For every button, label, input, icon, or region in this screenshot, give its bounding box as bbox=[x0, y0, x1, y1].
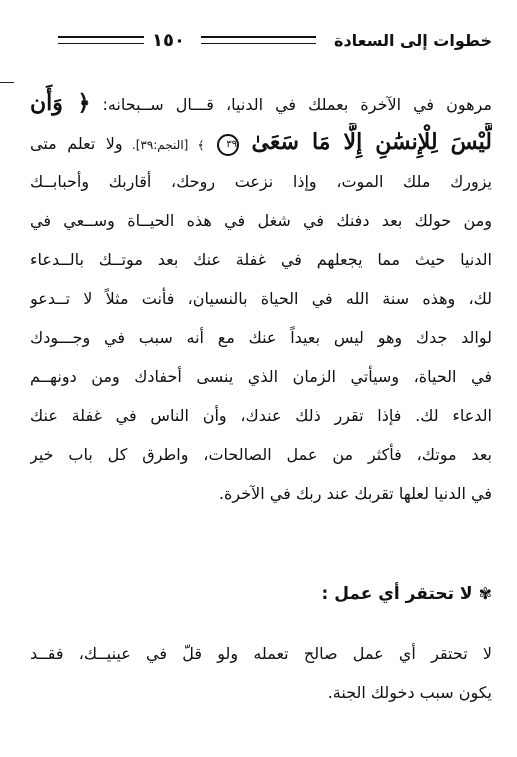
page-number: ١٥٠ bbox=[152, 29, 185, 51]
text-line: لا تحتقر أي عمل صالح تعمله ولو قلّ في عينيــك، فقــد bbox=[30, 644, 492, 663]
header-rule-short bbox=[58, 36, 144, 44]
text-line: لك، وهذه سنة الله في الحياة بالنسيان، فأنت مثلاً لا تــدعو bbox=[30, 289, 492, 308]
text-line: بعد موتك، فأكثر من عمل الصالحات، واطرق كل باب خير bbox=[30, 445, 492, 464]
book-title: خطوات إلى السعادة bbox=[334, 30, 492, 50]
text-line bbox=[30, 123, 492, 162]
text-line: يزورك ملك الموت، وإذا نزعت روحك، أقاربك وأحبابــك bbox=[30, 172, 492, 191]
paragraph-2 bbox=[30, 634, 492, 712]
text-line: الدعاء لك. فإذا تقرر ذلك عندك، وأن الناس في غفلة عنك bbox=[30, 406, 492, 425]
text-line bbox=[30, 84, 492, 123]
quran-reference: ﴾ [النجم:٣٩]. bbox=[122, 138, 205, 152]
text-line: في الدنيا لعلها تقربك عند ربك في الآخرة. bbox=[218, 484, 492, 503]
text-line: ومن حولك بعد دفنك في شغل في هذه الحيــاة وســعي في bbox=[30, 211, 492, 230]
margin-mark bbox=[0, 82, 14, 83]
header-rule bbox=[201, 36, 316, 44]
paragraph-1 bbox=[30, 84, 492, 513]
ayah-number-mark: ٣٩ bbox=[217, 134, 239, 156]
text-line: الدنيا حيث مما يجعلهم في غفلة عنك بعد موتــك بالــدعاء bbox=[30, 250, 492, 269]
section-heading-text: لا تحتقر أي عمل : bbox=[321, 584, 473, 604]
quran-quote: ﴿ وَأَن bbox=[30, 90, 91, 116]
text-line: لوالد جدك وهو ليس بعيداً عنك مع أنه سبب في وجـــودك bbox=[30, 328, 492, 347]
text-run: مرهون في الآخرة بعملك في الدنيا، قـــال ســبحانه: bbox=[90, 95, 492, 114]
text-line: يكون سبب دخولك الجنة. bbox=[327, 683, 492, 702]
text-run: ولا تعلم متى bbox=[30, 134, 123, 153]
running-header bbox=[58, 24, 492, 56]
quran-quote: لَّيْسَ لِلْإِنسَٰنِ إِلَّا مَا سَعَىٰ bbox=[251, 129, 492, 155]
text-line: في الحياة، وسيأتي الزمان الذي ينسى أحفادك ومن دونهــم bbox=[30, 367, 492, 386]
section-heading bbox=[321, 584, 492, 604]
flower-icon: ✾ bbox=[478, 584, 492, 603]
